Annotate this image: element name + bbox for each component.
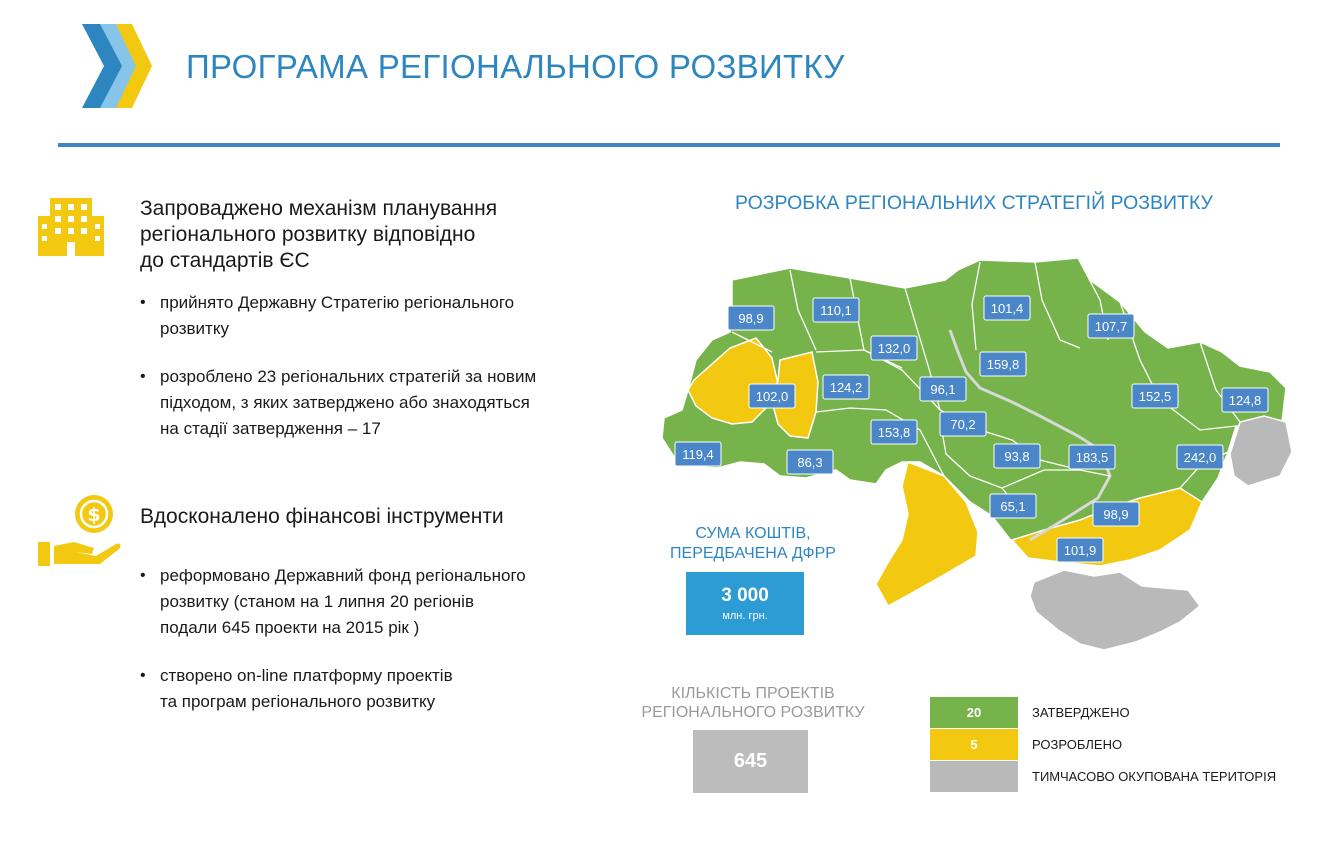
map-value-badge: [1222, 388, 1268, 412]
map-value-badge: [1132, 384, 1178, 408]
map-value-text: 152,5: [1138, 389, 1172, 404]
map-value-badge: [1069, 445, 1115, 469]
map-value-text: 119,4: [682, 447, 714, 462]
map-value-badge: [940, 412, 986, 436]
map-value-badge: [994, 444, 1040, 468]
map-value-text: 98,9: [738, 311, 764, 326]
section1-bullets: [140, 290, 630, 464]
legend-label-occupied: ТИМЧАСОВО ОКУПОВАНА ТЕРИТОРІЯ: [1032, 769, 1277, 784]
map-value-badge: [1093, 502, 1139, 526]
section1-heading: Запроваджено механізм планування регіонального розвитку відповідно до стандартів ЄС: [140, 197, 498, 272]
projects-label: КІЛЬКІСТЬ ПРОЕКТІВ РЕГІОНАЛЬНОГО РОЗВИТКУ: [641, 685, 865, 721]
legend-label-approved: ЗАТВЕРДЖЕНО: [1032, 705, 1130, 720]
map-region-crimea: [1030, 570, 1200, 650]
map-value-text: 86,3: [797, 455, 823, 470]
map-value-text: 65,1: [1000, 499, 1026, 514]
legend-swatch-approved: 20: [930, 697, 1018, 728]
fund-value-box: [686, 572, 804, 635]
map-value-text: 183,5: [1075, 450, 1109, 465]
map-value-badge: [984, 296, 1030, 320]
map-value-badge: [871, 336, 917, 360]
page-title: ПРОГРАМА РЕГІОНАЛЬНОГО РОЗВИТКУ: [186, 48, 845, 85]
map-value-badge: [1177, 445, 1223, 469]
map-value-text: 98,9: [1103, 507, 1129, 522]
map-value-badge: [871, 420, 917, 444]
map-value-badge: [813, 298, 859, 322]
list-item: • прийнято Державну Стратегію регіонального розвитку: [140, 290, 630, 342]
map-value-badge: [787, 450, 833, 474]
map-value-badge: [728, 306, 774, 330]
map-value-text: 70,2: [950, 417, 976, 432]
map-value-text: 102,0: [755, 389, 789, 404]
map-value-text: 107,7: [1094, 319, 1128, 334]
map-value-text: 124,8: [1228, 393, 1262, 408]
map-value-badge: [920, 377, 966, 401]
money-hand-icon: [38, 492, 122, 570]
map-value-text: 101,9: [1063, 543, 1097, 558]
map-value-badge: [980, 352, 1026, 376]
fund-value: 3 000: [721, 585, 769, 606]
legend-swatch-developed: 5: [930, 729, 1018, 760]
building-icon: [38, 194, 104, 258]
map-value-badge: [675, 442, 721, 466]
title-divider: [58, 143, 1280, 147]
legend-label-developed: РОЗРОБЛЕНО: [1032, 737, 1123, 752]
list-item: • розроблено 23 регіональних стратегій за новим підходом, з яких затверджено або знаходяться на стадії затвердження – 17: [140, 364, 630, 442]
map-value-text: 96,1: [930, 382, 956, 397]
map-value-badge: [1088, 314, 1134, 338]
map-value-text: 159,8: [986, 357, 1020, 372]
logo-icon: [80, 22, 152, 110]
map-value-text: 124,2: [829, 380, 863, 395]
fund-label: СУМА КОШТІВ, ПЕРЕДБАЧЕНА ДФРР: [670, 525, 836, 562]
map-value-text: 132,0: [877, 341, 911, 356]
section2-heading: Вдосконалено фінансові інструменти: [140, 505, 504, 528]
map-value-text: 101,4: [990, 301, 1024, 316]
map-value-text: 153,8: [877, 425, 911, 440]
svg-text:$: $: [87, 504, 101, 526]
legend-swatch-occupied: [930, 761, 1018, 792]
map-value-text: 110,1: [820, 303, 852, 318]
map-value-text: 242,0: [1183, 450, 1217, 465]
map-value-text: 93,8: [1004, 449, 1030, 464]
list-item: • реформовано Державний фонд регіонального розвитку (станом на 1 липня 20 регіонів подали 645 проекти на 2015 рік ): [140, 563, 630, 641]
map-value-badge: [1057, 538, 1103, 562]
list-item: • створено on-line платформу проектів та програм регіонального розвитку: [140, 663, 630, 715]
projects-value-box: 645: [693, 730, 808, 793]
fund-unit: млн. грн.: [722, 610, 768, 622]
map-title: РОЗРОБКА РЕГІОНАЛЬНИХ СТРАТЕГІЙ РОЗВИТКУ: [735, 192, 1213, 214]
section2-bullets: [140, 563, 630, 737]
map-value-badge: [823, 375, 869, 399]
map-region-donbas: [1230, 416, 1292, 486]
map-value-badge: [990, 494, 1036, 518]
map-value-badge: [749, 384, 795, 408]
